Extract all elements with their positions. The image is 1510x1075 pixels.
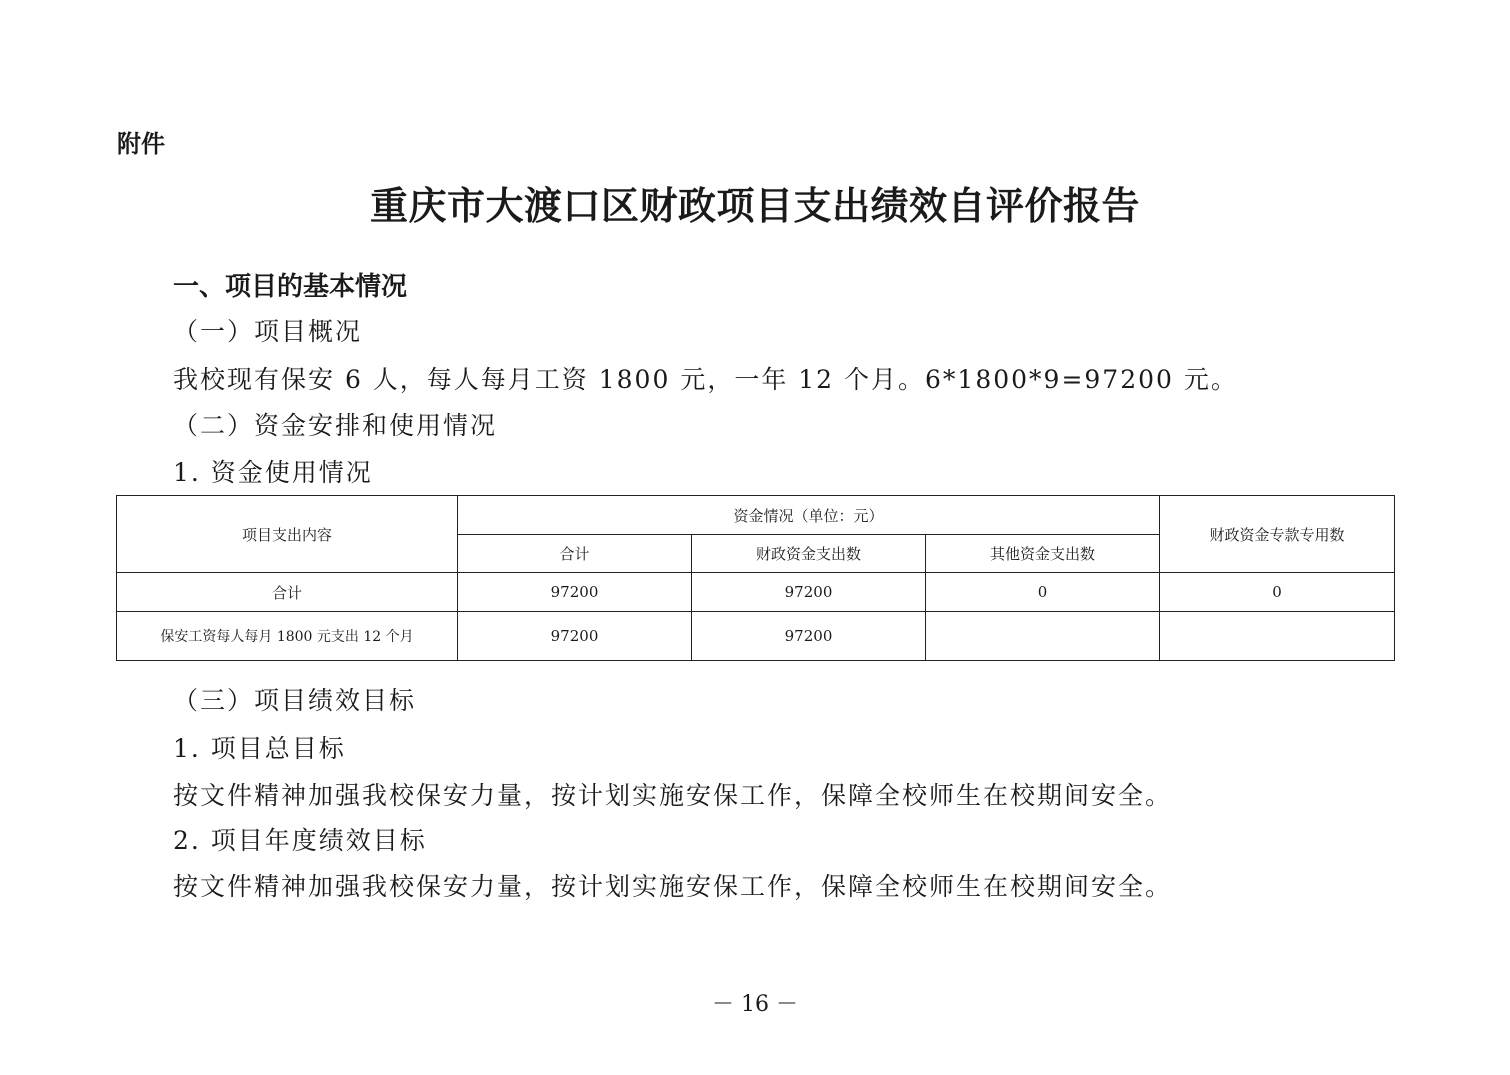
header-other: 其他资金支出数 — [926, 535, 1160, 573]
section-heading-basic-info: 一、项目的基本情况 — [173, 272, 408, 302]
row-total: 97200 — [458, 612, 692, 661]
subsection-heading-overview: （一）项目概况 — [173, 317, 363, 346]
subsection-heading-funding: （二）资金安排和使用情况 — [173, 411, 498, 440]
page-number: － 16 － — [712, 992, 798, 1017]
row-fiscal: 97200 — [692, 573, 926, 612]
subsection-heading-goals: （三）项目绩效目标 — [173, 686, 417, 715]
header-fiscal: 财政资金支出数 — [692, 535, 926, 573]
table-row — [117, 612, 1395, 661]
row-special: 0 — [1160, 573, 1395, 612]
attachment-label: 附件 — [117, 130, 165, 158]
row-item: 合计 — [117, 573, 458, 612]
header-item: 项目支出内容 — [117, 496, 458, 573]
table-row — [117, 573, 1395, 612]
annual-goal-paragraph: 按文件精神加强我校保安力量，按计划实施安保工作，保障全校师生在校期间安全。 — [173, 872, 1173, 901]
header-special: 财政资金专款专用数 — [1160, 496, 1395, 573]
row-item: 保安工资每人每月 1800 元支出 12 个月 — [117, 612, 458, 661]
overall-goal-heading: 1. 项目总目标 — [173, 734, 346, 763]
fund-usage-table — [116, 495, 1395, 661]
row-other: 0 — [926, 573, 1160, 612]
row-special — [1160, 612, 1395, 661]
row-total: 97200 — [458, 573, 692, 612]
header-fund-group: 资金情况（单位：元） — [458, 496, 1160, 535]
funding-usage-heading: 1. 资金使用情况 — [173, 458, 373, 487]
document-title: 重庆市大渡口区财政项目支出绩效自评价报告 — [369, 183, 1140, 228]
overview-paragraph: 我校现有保安 6 人，每人每月工资 1800 元，一年 12 个月。6*1800*9=97200 元。 — [173, 365, 1238, 394]
row-fiscal: 97200 — [692, 612, 926, 661]
overall-goal-paragraph: 按文件精神加强我校保安力量，按计划实施安保工作，保障全校师生在校期间安全。 — [173, 781, 1173, 810]
annual-goal-heading: 2. 项目年度绩效目标 — [173, 826, 427, 855]
header-total: 合计 — [458, 535, 692, 573]
row-other — [926, 612, 1160, 661]
